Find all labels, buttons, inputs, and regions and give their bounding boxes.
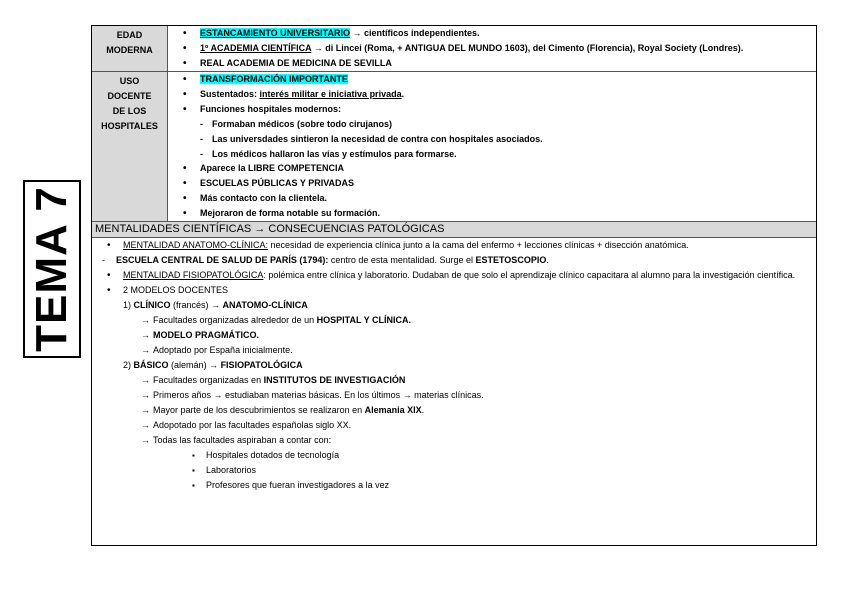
list-item: • TRANSFORMACIÓN IMPORTANTE <box>200 72 816 87</box>
bullet-list <box>96 268 816 298</box>
arrow-item: → Facultades organizadas en INSTITUTOS DE INVESTIGACIÓN <box>96 373 816 388</box>
tema-title: TEMA 7 <box>27 186 76 352</box>
row-label-edad-moderna: EDAD MODERNA <box>92 26 168 72</box>
square-item: ▪ Profesores que fueran investigadores a la vez <box>96 478 816 493</box>
arrow-item: → Adopotado por las facultades españolas siglo XX. <box>96 418 816 433</box>
section-heading: MENTALIDADES CIENTÍFICAS → CONSECUENCIAS PATOLÓGICAS <box>92 222 816 238</box>
row-uso-docente <box>92 72 816 222</box>
list-item: • MENTALIDAD ANATOMO-CLÍNICA: necesidad de experiencia clínica junto a la cama del enfermo + lecciones clínicas + disección anatómica. <box>123 238 816 253</box>
list-item: • 2 MODELOS DOCENTES <box>123 283 816 298</box>
arrow-item: → Mayor parte de los descubrimientos se realizaron en Alemania XIX. <box>96 403 816 418</box>
list-item: - Formaban médicos (sobre todo cirujanos) <box>212 117 816 132</box>
row-content-edad-moderna <box>168 26 817 72</box>
list-item: • Sustentados: interés militar e iniciativa privada. <box>200 87 816 102</box>
tema-title-box <box>23 180 81 358</box>
arrow-item: → MODELO PRAGMÁTICO. <box>96 328 816 343</box>
arrow-item: → Primeros años → estudiaban materias básicas. En los últimos → materias clínicas. <box>96 388 816 403</box>
list-item: • 1º ACADEMIA CIENTÍFICA → di Lincei (Roma, + ANTIGUA DEL MUNDO 1603), del Cimento (Florencia), Royal Society (Londres). <box>200 41 816 56</box>
list-item: • Mejoraron de forma notable su formación. <box>200 206 816 221</box>
list-item: - Las universdades sintieron la necesidad de contra con hospitales asociados. <box>212 132 816 147</box>
row-label-uso-docente: USO DOCENTE DE LOS HOSPITALES <box>92 72 168 222</box>
mentalidades-section <box>92 238 816 493</box>
bullet-list <box>96 238 816 253</box>
arrow-item: → Todas las facultades aspiraban a contar con: <box>96 433 816 448</box>
row-edad-moderna <box>92 26 816 72</box>
list-item: • MENTALIDAD FISIOPATOLÓGICA: polémica entre clínica y laboratorio. Dudaban de que solo el aprendizaje clínico capacitara al alumno para la investigación científica. <box>123 268 816 283</box>
list-item: • REAL ACADEMIA DE MEDICINA DE SEVILLA <box>200 56 816 71</box>
square-item: ▪ Hospitales dotados de tecnología <box>96 448 816 463</box>
arrow-item: → Adoptado por España inicialmente. <box>96 343 816 358</box>
numbered-item: 1) CLÍNICO (francés) → ANATOMO-CLÍNICA <box>123 300 308 311</box>
document-page <box>91 25 817 546</box>
arrow-item: → Facultades organizadas alrededor de un HOSPITAL Y CLÍNICA. <box>96 313 816 328</box>
list-item: • ESTANCAMIENTO UNIVERSITARIO → científicos independientes. <box>200 26 816 41</box>
square-item: ▪ Laboratorios <box>96 463 816 478</box>
list-item: • Aparece la LIBRE COMPETENCIA <box>200 161 816 176</box>
list-item: • Más contacto con la clientela. <box>200 191 816 206</box>
list-item: • ESCUELAS PÚBLICAS Y PRIVADAS <box>200 176 816 191</box>
bullet-list <box>168 26 816 71</box>
dash-item: - ESCUELA CENTRAL DE SALUD DE PARÍS (1794): centro de esta mentalidad. Surge el ESTETOSCOPIO. <box>96 253 816 268</box>
history-table <box>92 26 816 222</box>
bullet-list <box>168 72 816 221</box>
list-item: • Funciones hospitales modernos: - Formaban médicos (sobre todo cirujanos) - Las universdades sintieron la necesidad de contra con hospitales asociados. - Los médicos hallaron las vías y estímulos para formarse. <box>200 102 816 161</box>
dash-list <box>200 117 816 161</box>
row-content-uso-docente <box>168 72 817 222</box>
numbered-item: 2) BÁSICO (alemán) → FISIOPATOLÓGICA <box>123 360 303 371</box>
list-item: - Los médicos hallaron las vías y estímulos para formarse. <box>212 147 816 162</box>
